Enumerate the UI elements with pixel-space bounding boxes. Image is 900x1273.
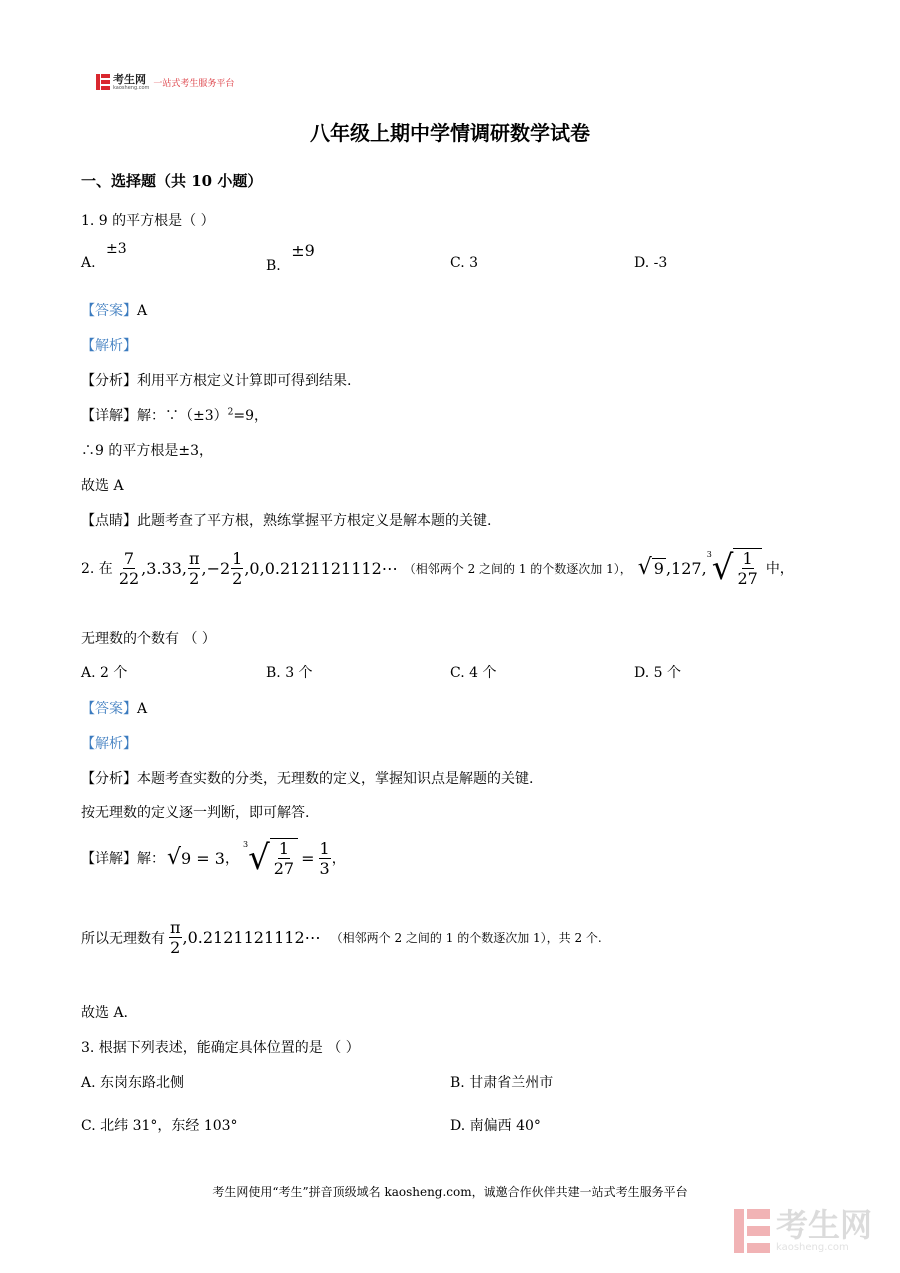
q2-answer: 【答案】A [81, 701, 148, 717]
logo-name: 考生网 [113, 72, 146, 86]
watermark [734, 1208, 872, 1253]
logo-url: kaosheng.com [113, 84, 150, 91]
q2-fenxi: 【分析】本题考查实数的分类，无理数的定义，掌握知识点是解题的关键. [81, 771, 534, 787]
q3-stem: 3. 根据下列表述，能确定具体位置的是 （ ） [81, 1040, 360, 1056]
q2-option-d: D. 5 个 [634, 665, 681, 681]
q2-xiangjie: 【详解】 解： √ 9 = 3 ， 3 √ $\frac{1}{27}$ = $\frac{1}{3}$ ， [81, 838, 346, 878]
logo-slogan: 一站式考生服务平台 [153, 78, 235, 89]
q1-option-a: A. ±3 [81, 241, 127, 271]
q2-option-b: B. 3 个 [266, 665, 313, 681]
q2-stem: 2. 在 $\frac{7}{22}$ ,3.33, $\frac{\pi}{2}$ ,−2 $\frac{1}{2}$ ,0,0.2121121112⋯ （相邻两个 2 之间的 1 的个数逐次加 1）， √ 9 ,127, 3 √ $\frac{1}{27}$ 中， [81, 548, 794, 588]
q3-option-b: B. 甘肃省兰州市 [450, 1075, 554, 1091]
q3-option-a: A. 东岗东路北侧 [81, 1075, 185, 1091]
watermark-name: 考生网 [775, 1206, 872, 1244]
watermark-url: kaosheng.com [775, 1242, 849, 1253]
q2-analysis-tag: 【解析】 [81, 736, 137, 752]
q2-option-a: A. 2 个 [81, 665, 128, 681]
q1-option-c: C. 3 [450, 255, 479, 271]
q1-dianjing: 【点睛】此题考查了平方根，熟练掌握平方根定义是解本题的关键. [81, 513, 492, 529]
q2-guxuan: 故选 A. [81, 1005, 129, 1021]
q3-option-c: C. 北纬 31°，东经 103° [81, 1118, 238, 1134]
fraction-pi-2: $\frac{\pi}{2}$ [188, 548, 200, 588]
q2-option-c: C. 4 个 [450, 665, 497, 681]
cube-root-1-27: 3 √ $\frac{1}{27}$ [707, 548, 762, 588]
q2-conclusion-line: 所以无理数有 $\frac{\pi}{2}$ ,0.2121121112⋯ （相邻两个 2 之间的 1 的个数逐次加 1），共 2 个. [81, 918, 602, 957]
q1-fenxi: 【分析】利用平方根定义计算即可得到结果. [81, 373, 352, 389]
fraction-7-22: $\frac{7}{22}$ [118, 548, 140, 588]
sqrt-9: √ 9 [637, 555, 664, 580]
q1-xiangjie: 【详解】解：$\because(\pm 3)^2=9$， [81, 407, 269, 424]
q1-analysis-tag: 【解析】 [81, 338, 137, 354]
q2-stem2: 无理数的个数有 （ ） [81, 631, 216, 647]
kaosheng-logo-icon [96, 74, 110, 90]
section-heading: 一、选择题（共 10 小题） [81, 172, 263, 190]
q1-option-b: B. ±9 [266, 241, 315, 274]
q2-fenxi2: 按无理数的定义逐一判断，即可解答. [81, 805, 310, 821]
fraction-1-2: $\frac{1}{2}$ [232, 548, 243, 588]
q3-option-d: D. 南偏西 40° [450, 1118, 541, 1134]
q1-stem: 1. 9 的平方根是（ ） [81, 213, 215, 229]
q1-line2: ∴9 的平方根是±3， [81, 443, 213, 459]
page-footer: 考生网使用“考生”拼音顶级域名 kaosheng.com，诚邀合作伙伴共建一站式考生服务平台 [212, 1185, 688, 1199]
q1-answer: 【答案】A [81, 303, 148, 319]
q1-option-d: D. -3 [634, 255, 668, 271]
header-logo [96, 72, 234, 92]
kaosheng-watermark-icon [734, 1209, 770, 1253]
q1-conclusion: 故选 A [81, 478, 124, 494]
page-title: 八年级上期中学情调研数学试卷 [310, 121, 590, 145]
